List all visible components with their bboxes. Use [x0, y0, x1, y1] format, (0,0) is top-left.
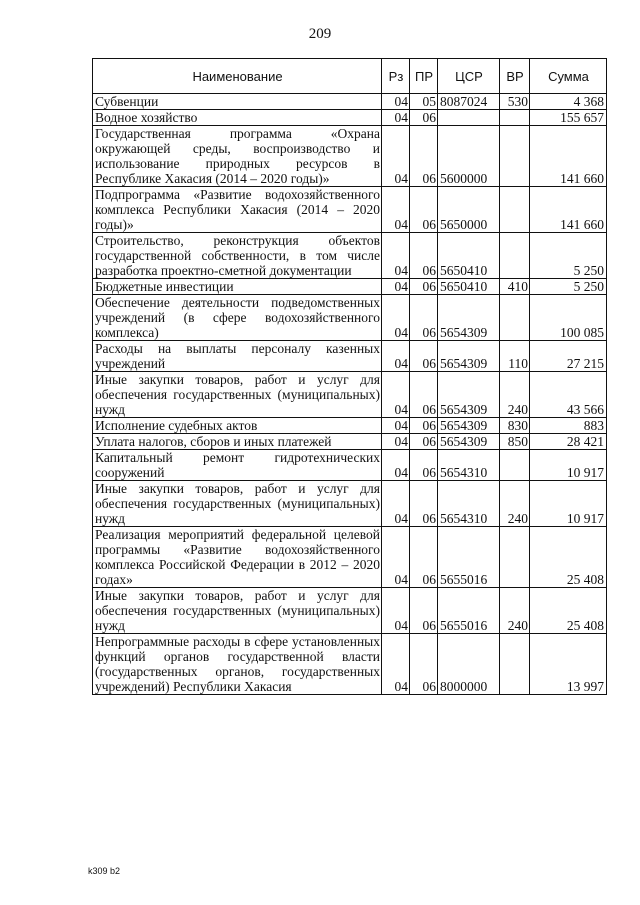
row-rz: 04 [382, 126, 410, 187]
budget-table [92, 58, 607, 695]
row-rz: 04 [382, 295, 410, 341]
row-pr: 06 [410, 341, 438, 372]
row-name: Капитальный ремонт гидротехнических сооружений [93, 450, 382, 481]
row-sum: 100 085 [530, 295, 607, 341]
row-rz: 04 [382, 434, 410, 450]
row-rz: 04 [382, 634, 410, 695]
row-vr: 410 [500, 279, 530, 295]
row-sum: 27 215 [530, 341, 607, 372]
row-sum: 28 421 [530, 434, 607, 450]
row-name: Иные закупки товаров, работ и услуг для обеспечения государственных (муниципальных) нужд [93, 481, 382, 527]
row-csr: 5650410 [438, 233, 500, 279]
row-pr: 06 [410, 588, 438, 634]
row-name: Строительство, реконструкция объектов государственной собственности, в том числе разработка проектно-сметной документации [93, 233, 382, 279]
row-name: Непрограммные расходы в сфере установленных функций органов государственной власти (государственных органов, государственных учреждений) Республики Хакасия [93, 634, 382, 695]
row-rz: 04 [382, 588, 410, 634]
row-vr [500, 187, 530, 233]
row-vr [500, 110, 530, 126]
row-csr [438, 110, 500, 126]
table-row [93, 527, 607, 588]
row-sum: 155 657 [530, 110, 607, 126]
row-name: Реализация мероприятий федеральной целевой программы «Развитие водохозяйственного комплекса Российской Федерации в 2012 – 2020 годах» [93, 527, 382, 588]
row-vr: 240 [500, 372, 530, 418]
table-row [93, 588, 607, 634]
row-pr: 06 [410, 418, 438, 434]
table-row [93, 450, 607, 481]
table-row [93, 341, 607, 372]
row-vr: 850 [500, 434, 530, 450]
row-vr [500, 527, 530, 588]
row-csr: 5654309 [438, 295, 500, 341]
row-csr: 5654310 [438, 481, 500, 527]
row-vr: 240 [500, 588, 530, 634]
row-vr [500, 233, 530, 279]
header-vr: ВР [500, 59, 530, 94]
row-rz: 04 [382, 372, 410, 418]
row-csr: 5654309 [438, 341, 500, 372]
row-pr: 06 [410, 126, 438, 187]
header-sum: Сумма [530, 59, 607, 94]
table-row [93, 295, 607, 341]
row-name: Подпрограмма «Развитие водохозяйственного комплекса Республики Хакасия (2014 – 2020 годы)» [93, 187, 382, 233]
row-vr [500, 295, 530, 341]
row-vr [500, 450, 530, 481]
row-rz: 04 [382, 481, 410, 527]
table-row [93, 110, 607, 126]
row-sum: 4 368 [530, 94, 607, 110]
row-name: Иные закупки товаров, работ и услуг для обеспечения государственных (муниципальных) нужд [93, 372, 382, 418]
row-pr: 06 [410, 233, 438, 279]
row-vr: 110 [500, 341, 530, 372]
row-csr: 8087024 [438, 94, 500, 110]
table-row [93, 418, 607, 434]
row-vr [500, 634, 530, 695]
row-sum: 141 660 [530, 126, 607, 187]
row-pr: 06 [410, 450, 438, 481]
row-name: Иные закупки товаров, работ и услуг для обеспечения государственных (муниципальных) нужд [93, 588, 382, 634]
table-header-row [93, 59, 607, 94]
table-row [93, 233, 607, 279]
row-csr: 5650410 [438, 279, 500, 295]
row-sum: 141 660 [530, 187, 607, 233]
row-sum: 883 [530, 418, 607, 434]
row-sum: 13 997 [530, 634, 607, 695]
header-csr: ЦСР [438, 59, 500, 94]
row-pr: 06 [410, 481, 438, 527]
row-vr: 830 [500, 418, 530, 434]
row-rz: 04 [382, 187, 410, 233]
row-pr: 06 [410, 187, 438, 233]
row-csr: 5654310 [438, 450, 500, 481]
row-pr: 06 [410, 634, 438, 695]
header-name: Наименование [93, 59, 382, 94]
row-name: Государственная программа «Охрана окружающей среды, воспроизводство и использование природных ресурсов в Республике Хакасия (2014 – 2020 годы)» [93, 126, 382, 187]
row-sum: 10 917 [530, 481, 607, 527]
row-pr: 06 [410, 372, 438, 418]
row-pr: 06 [410, 279, 438, 295]
row-sum: 10 917 [530, 450, 607, 481]
row-sum: 43 566 [530, 372, 607, 418]
row-name: Уплата налогов, сборов и иных платежей [93, 434, 382, 450]
row-name: Субвенции [93, 94, 382, 110]
row-name: Исполнение судебных актов [93, 418, 382, 434]
row-pr: 06 [410, 295, 438, 341]
row-csr: 5600000 [438, 126, 500, 187]
table-row [93, 372, 607, 418]
row-vr: 530 [500, 94, 530, 110]
row-csr: 8000000 [438, 634, 500, 695]
row-pr: 05 [410, 94, 438, 110]
table-body [93, 94, 607, 695]
table-row [93, 126, 607, 187]
row-name: Обеспечение деятельности подведомственных учреждений (в сфере водохозяйственного комплекса) [93, 295, 382, 341]
row-csr: 5655016 [438, 527, 500, 588]
row-sum: 25 408 [530, 588, 607, 634]
table-row [93, 187, 607, 233]
row-vr [500, 126, 530, 187]
row-csr: 5655016 [438, 588, 500, 634]
row-sum: 25 408 [530, 527, 607, 588]
table-row [93, 434, 607, 450]
page-number: 209 [308, 26, 332, 42]
row-sum: 5 250 [530, 279, 607, 295]
row-pr: 06 [410, 110, 438, 126]
footer-code: k309 b2 [88, 866, 121, 876]
table-row [93, 94, 607, 110]
row-csr: 5654309 [438, 418, 500, 434]
table-row [93, 634, 607, 695]
row-rz: 04 [382, 94, 410, 110]
table-row [93, 481, 607, 527]
row-rz: 04 [382, 279, 410, 295]
row-rz: 04 [382, 110, 410, 126]
row-pr: 06 [410, 434, 438, 450]
row-csr: 5654309 [438, 372, 500, 418]
header-rz: Рз [382, 59, 410, 94]
row-csr: 5650000 [438, 187, 500, 233]
row-pr: 06 [410, 527, 438, 588]
row-vr: 240 [500, 481, 530, 527]
row-name: Бюджетные инвестиции [93, 279, 382, 295]
header-pr: ПР [410, 59, 438, 94]
row-rz: 04 [382, 527, 410, 588]
row-rz: 04 [382, 418, 410, 434]
row-rz: 04 [382, 233, 410, 279]
row-name: Расходы на выплаты персоналу казенных учреждений [93, 341, 382, 372]
table-row [93, 279, 607, 295]
row-rz: 04 [382, 450, 410, 481]
row-sum: 5 250 [530, 233, 607, 279]
row-name: Водное хозяйство [93, 110, 382, 126]
row-csr: 5654309 [438, 434, 500, 450]
row-rz: 04 [382, 341, 410, 372]
